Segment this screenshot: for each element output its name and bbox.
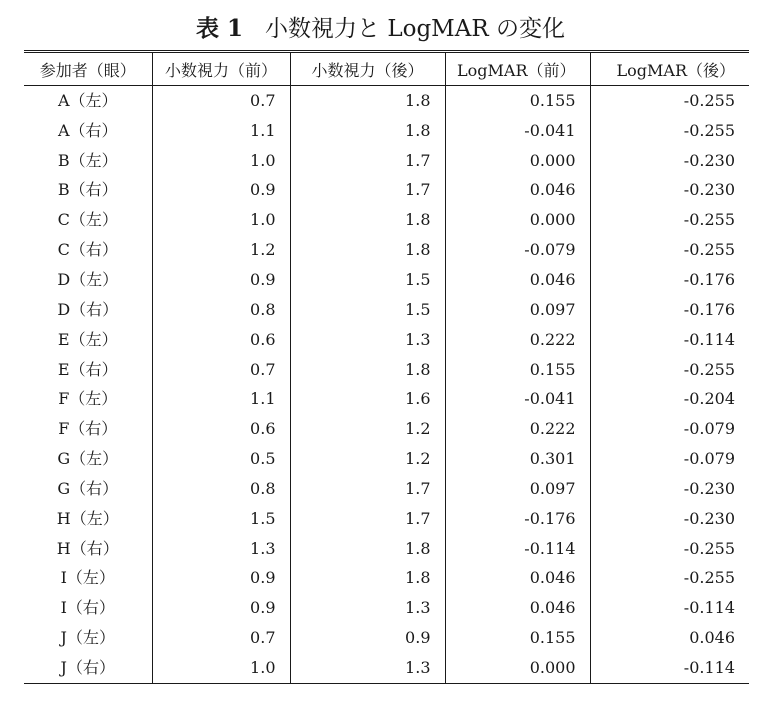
- logmar-after-cell: -0.230: [590, 474, 749, 504]
- decimal-before-cell: 1.1: [152, 384, 290, 414]
- table-row: [24, 414, 749, 444]
- decimal-before-cell: 0.7: [152, 86, 290, 116]
- logmar-before-cell: 0.046: [445, 176, 590, 206]
- logmar-after-cell: -0.176: [590, 295, 749, 325]
- subject-cell: F（右）: [58, 419, 118, 439]
- logmar-after-cell: -0.255: [590, 205, 749, 235]
- table-row: [24, 146, 749, 176]
- logmar-after-cell: -0.230: [590, 176, 749, 206]
- logmar-before-cell: 0.046: [445, 564, 590, 594]
- decimal-after-cell: 1.7: [290, 474, 445, 504]
- decimal-before-cell: 0.9: [152, 564, 290, 594]
- subject-cell: E（左）: [57, 329, 118, 349]
- decimal-before-cell: 1.5: [152, 504, 290, 534]
- header-logmar-after: LogMAR（後）: [590, 52, 749, 86]
- decimal-after-cell: 1.3: [290, 325, 445, 355]
- decimal-after-cell: 1.6: [290, 384, 445, 414]
- decimal-after-cell: 1.3: [290, 653, 445, 683]
- table-row: [24, 86, 749, 116]
- decimal-after-cell: 1.5: [290, 265, 445, 295]
- header-decimal-after: 小数視力（後）: [290, 52, 445, 86]
- subject-cell: B（右）: [57, 180, 118, 200]
- table-row: [24, 265, 749, 295]
- decimal-after-cell: 1.2: [290, 414, 445, 444]
- decimal-after-cell: 1.2: [290, 444, 445, 474]
- decimal-before-cell: 1.1: [152, 116, 290, 146]
- decimal-before-cell: 1.2: [152, 235, 290, 265]
- logmar-after-cell: -0.255: [590, 86, 749, 116]
- header-decimal-before: 小数視力（前）: [152, 52, 290, 86]
- subject-cell: C（右）: [57, 240, 118, 260]
- subject-cell: H（右）: [56, 538, 119, 558]
- decimal-before-cell: 0.9: [152, 176, 290, 206]
- logmar-before-cell: -0.041: [445, 116, 590, 146]
- table-row: [24, 623, 749, 653]
- logmar-after-cell: -0.255: [590, 116, 749, 146]
- logmar-after-cell: -0.255: [590, 355, 749, 385]
- logmar-before-cell: 0.222: [445, 325, 590, 355]
- decimal-after-cell: 1.8: [290, 534, 445, 564]
- logmar-after-cell: -0.079: [590, 414, 749, 444]
- logmar-after-cell: -0.114: [590, 593, 749, 623]
- decimal-before-cell: 0.9: [152, 593, 290, 623]
- decimal-after-cell: 1.7: [290, 146, 445, 176]
- table-row: [24, 444, 749, 474]
- subject-cell: G（右）: [57, 478, 119, 498]
- table-row: [24, 176, 749, 206]
- logmar-before-cell: 0.000: [445, 205, 590, 235]
- table-body: [24, 86, 749, 684]
- subject-cell: D（左）: [57, 269, 119, 289]
- logmar-after-cell: 0.046: [590, 623, 749, 653]
- header-subject: 参加者（眼）: [24, 52, 152, 86]
- decimal-after-cell: 1.8: [290, 116, 445, 146]
- decimal-before-cell: 1.0: [152, 653, 290, 683]
- subject-cell: C（左）: [57, 210, 118, 230]
- table-row: [24, 355, 749, 385]
- decimal-before-cell: 0.9: [152, 265, 290, 295]
- subject-cell: J（左）: [60, 628, 115, 648]
- decimal-before-cell: 0.6: [152, 414, 290, 444]
- subject-cell: I（右）: [60, 598, 115, 618]
- subject-cell: F（左）: [58, 389, 118, 409]
- decimal-before-cell: 0.7: [152, 623, 290, 653]
- logmar-after-cell: -0.255: [590, 534, 749, 564]
- logmar-before-cell: -0.041: [445, 384, 590, 414]
- table-row: [24, 235, 749, 265]
- subject-cell: D（右）: [57, 299, 119, 319]
- logmar-after-cell: -0.255: [590, 564, 749, 594]
- logmar-before-cell: 0.000: [445, 146, 590, 176]
- logmar-before-cell: 0.222: [445, 414, 590, 444]
- logmar-before-cell: 0.155: [445, 355, 590, 385]
- logmar-after-cell: -0.114: [590, 325, 749, 355]
- table-row: [24, 116, 749, 146]
- table-row: [24, 384, 749, 414]
- table-row: [24, 205, 749, 235]
- decimal-before-cell: 1.0: [152, 146, 290, 176]
- decimal-before-cell: 0.8: [152, 295, 290, 325]
- subject-cell: J（右）: [24, 653, 152, 683]
- logmar-after-cell: -0.204: [590, 384, 749, 414]
- decimal-after-cell: 1.5: [290, 295, 445, 325]
- logmar-before-cell: 0.000: [445, 653, 590, 683]
- subject-cell: B（左）: [57, 150, 118, 170]
- table-row: [24, 593, 749, 623]
- decimal-before-cell: 1.0: [152, 205, 290, 235]
- header-logmar-before: LogMAR（前）: [445, 52, 590, 86]
- logmar-before-cell: 0.097: [445, 295, 590, 325]
- decimal-before-cell: 0.8: [152, 474, 290, 504]
- table-row: [24, 474, 749, 504]
- subject-cell: I（左）: [60, 568, 115, 588]
- table-row: [24, 653, 749, 683]
- decimal-after-cell: 1.8: [290, 355, 445, 385]
- logmar-after-cell: -0.079: [590, 444, 749, 474]
- decimal-after-cell: 1.8: [290, 205, 445, 235]
- decimal-after-cell: 0.9: [290, 623, 445, 653]
- logmar-before-cell: -0.114: [445, 534, 590, 564]
- logmar-before-cell: -0.079: [445, 235, 590, 265]
- subject-cell: A（左）: [57, 90, 118, 110]
- decimal-before-cell: 1.3: [152, 534, 290, 564]
- logmar-after-cell: -0.176: [590, 265, 749, 295]
- table-row: [24, 504, 749, 534]
- table-row: [24, 295, 749, 325]
- table-header-row: [24, 52, 749, 86]
- logmar-before-cell: 0.046: [445, 593, 590, 623]
- logmar-after-cell: -0.230: [590, 146, 749, 176]
- logmar-before-cell: 0.301: [445, 444, 590, 474]
- decimal-before-cell: 0.5: [152, 444, 290, 474]
- caption-label: 表: [196, 16, 220, 42]
- caption-title: 小数視力と LogMAR の変化: [265, 16, 565, 42]
- logmar-after-cell: -0.230: [590, 504, 749, 534]
- logmar-before-cell: -0.176: [445, 504, 590, 534]
- table-row: [24, 534, 749, 564]
- subject-cell: A（右）: [57, 120, 118, 140]
- decimal-after-cell: 1.7: [290, 504, 445, 534]
- logmar-after-cell: -0.255: [590, 235, 749, 265]
- decimal-after-cell: 1.8: [290, 235, 445, 265]
- decimal-before-cell: 0.6: [152, 325, 290, 355]
- logmar-before-cell: 0.155: [445, 86, 590, 116]
- logmar-before-cell: 0.155: [445, 623, 590, 653]
- decimal-after-cell: 1.3: [290, 593, 445, 623]
- logmar-before-cell: 0.046: [445, 265, 590, 295]
- decimal-after-cell: 1.8: [290, 86, 445, 116]
- subject-cell: G（左）: [57, 449, 119, 469]
- table-caption: [0, 14, 761, 44]
- subject-cell: H（左）: [56, 508, 119, 528]
- decimal-after-cell: 1.7: [290, 176, 445, 206]
- caption-number: 1: [227, 15, 244, 42]
- logmar-before-cell: 0.097: [445, 474, 590, 504]
- table-row: [24, 564, 749, 594]
- visual-acuity-table: [24, 50, 749, 684]
- decimal-before-cell: 0.7: [152, 355, 290, 385]
- subject-cell: E（右）: [57, 359, 118, 379]
- logmar-after-cell: -0.114: [590, 653, 749, 683]
- decimal-after-cell: 1.8: [290, 564, 445, 594]
- table-row: [24, 325, 749, 355]
